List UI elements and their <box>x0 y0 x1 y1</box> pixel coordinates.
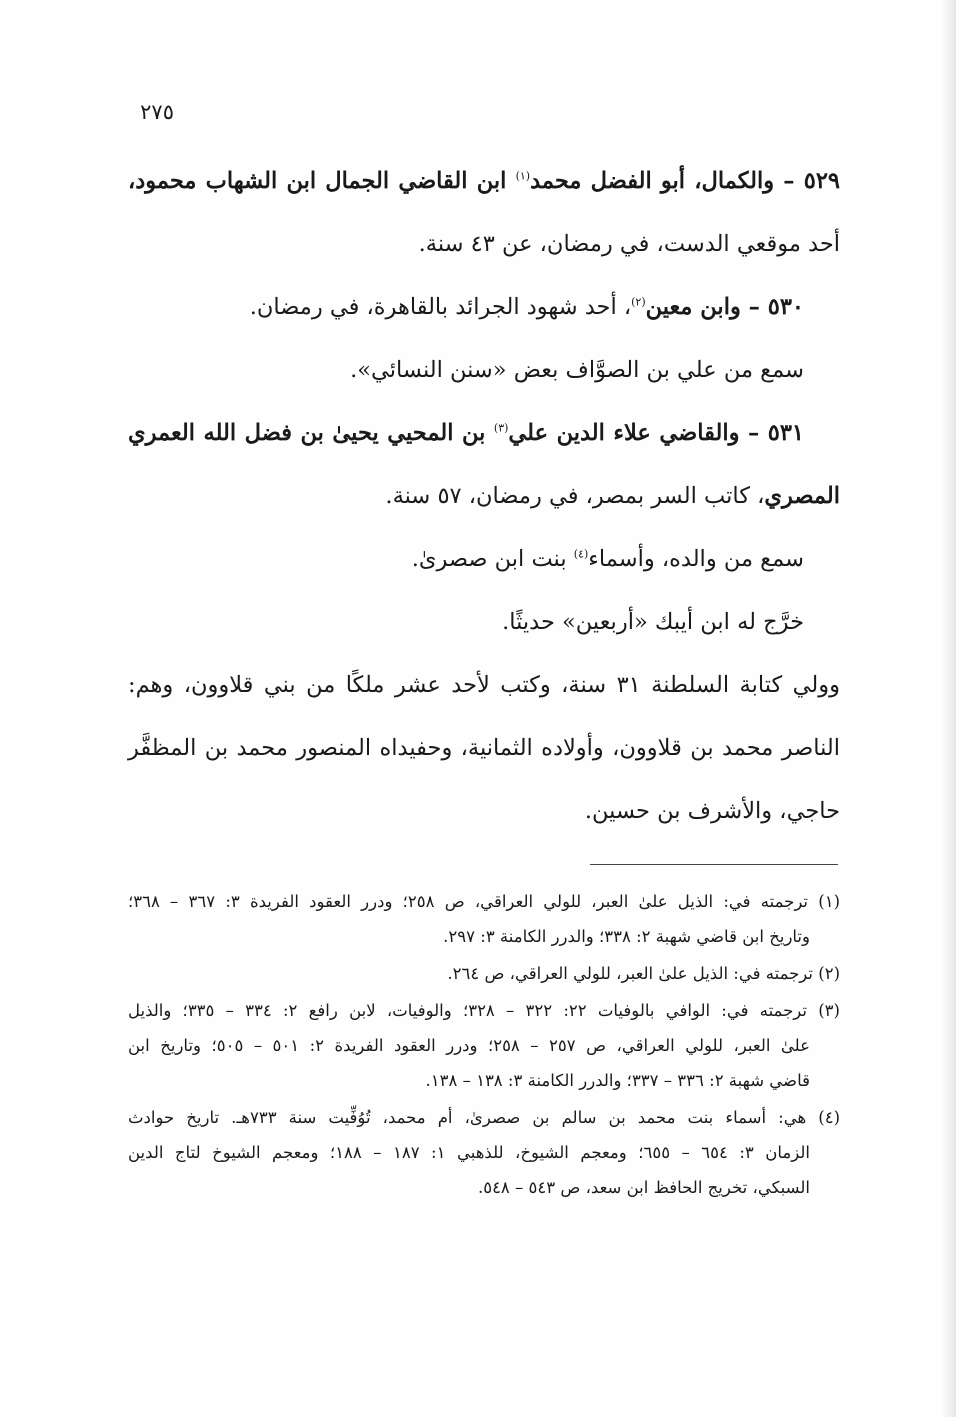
entry-531-line-7: حاجي، والأشرف بن حسين. <box>584 798 840 824</box>
entry-531-line-3-b: بنت ابن صصرىٰ. <box>411 546 574 572</box>
footnote-3-line-2: علىٰ العبر، للولي العراقي، ص ٢٥٧ – ٢٥٨؛ ودرر العقود الفريدة ٢: ٥٠١ – ٥٠٥؛ وتاريخ ابن <box>128 1036 810 1055</box>
footnote-3 <box>128 994 840 1099</box>
entry-531-line-6: الناصر محمد بن قلاوون، وأولاده الثمانية، وحفيداه المنصور محمد بن المظفَّر <box>128 735 840 761</box>
footnote-4 <box>128 1101 840 1206</box>
entry-530-title: وابن معين <box>645 294 741 320</box>
footnote-4-line-1: (٤) هي: أسماء بنت محمد بن سالم بن صصرىٰ، أم محمد، تُوُفِّيت سنة ٧٣٣هـ. تاريخ حوادث <box>128 1108 841 1127</box>
footnote-separator <box>590 864 838 865</box>
entry-531-line-1 <box>128 402 840 465</box>
footnote-3-line-1: (٣) ترجمته في: الوافي بالوفيات ٢٢: ٣٢٢ – ٣٢٨؛ والوفيات، لابن رافع ٢: ٣٣٤ – ٣٣٥؛ والذيل <box>128 1001 840 1020</box>
entry-530-line-2: سمع من علي بن الصوَّاف بعض «سنن النسائي». <box>350 357 804 383</box>
entry-530-rest: ، أحد شهود الجرائد بالقاهرة، في رمضان. <box>249 294 632 320</box>
entry-531-line-3 <box>128 528 840 591</box>
footnote-3-line-3: قاضي شهبة ٢: ٣٣٦ – ٣٣٧؛ والدرر الكامنة ٣: ١٣٨ – ١٣٨. <box>425 1071 810 1090</box>
entry-529-line-2: أحد موقعي الدست، في رمضان، عن ٤٣ سنة. <box>418 231 840 257</box>
entry-531-line-5: وولي كتابة السلطنة ٣١ سنة، وكتب لأحد عشر ملكًا من بني قلاوون، وهم: <box>128 672 840 698</box>
entry-531-nisba: المصري <box>764 483 840 509</box>
footnote-1-line-2: وتاريخ ابن قاضي شهبة ٢: ٣٣٨؛ والدرر الكامنة ٣: ٢٩٧. <box>443 927 810 946</box>
entry-531-line-2-rest: ، كاتب السر بمصر، في رمضان، ٥٧ سنة. <box>385 483 765 509</box>
entry-531-line-2 <box>128 465 840 528</box>
entry-529-title: والكمال، أبو الفضل محمد <box>530 168 775 194</box>
footnote-ref-3[interactable]: (٣) <box>493 421 509 435</box>
entry-531-number: ٥٣١ – <box>739 420 805 446</box>
footnotes <box>128 885 840 1208</box>
footnote-2 <box>128 957 840 992</box>
footnote-4-line-2: الزمان ٣: ٦٥٤ – ٦٥٥؛ ومعجم الشيوخ، للذهبي ١: ١٨٧ – ١٨٨؛ ومعجم الشيوخ لتاج الدين <box>128 1143 810 1162</box>
main-text <box>128 150 840 843</box>
entry-529-title-cont: ابن القاضي الجمال ابن الشهاب محمود، <box>128 168 516 194</box>
footnote-4-line-3: السبكي، تخريج الحافظ ابن سعد، ص ٥٤٣ – ٥٤٨. <box>477 1178 810 1197</box>
entry-529-number: ٥٢٩ – <box>774 168 840 194</box>
entry-531-title: والقاضي علاء الدين علي <box>508 420 740 446</box>
footnote-ref-2[interactable]: (٢) <box>631 295 646 309</box>
entry-531-line-3-a: سمع من والده، وأسماء <box>588 546 804 572</box>
footnote-1-line-1: (١) ترجمته في: الذيل علىٰ العبر، للولي العراقي، ص ٢٥٨؛ ودرر العقود الفريدة ٣: ٣٦٧ – ٣٦٨؛ <box>128 892 840 911</box>
footnote-2-line-1: (٢) ترجمته في: الذيل علىٰ العبر، للولي العراقي، ص ٢٦٤. <box>447 964 840 983</box>
footnote-1 <box>128 885 840 955</box>
page-number: ٢٧٥ <box>140 100 174 124</box>
entry-531-title-cont: بن المحيي يحيىٰ بن فضل الله العمري <box>128 420 494 446</box>
footnote-ref-1[interactable]: (١) <box>515 169 531 183</box>
entry-530-number: ٥٣٠ – <box>740 294 804 320</box>
page-edge-shadow <box>940 0 956 1417</box>
entry-531-line-4: خرَّج له ابن أيبك «أربعين» حديثًا. <box>502 609 804 635</box>
footnote-ref-4[interactable]: (٤) <box>573 547 589 561</box>
entry-529-line-1 <box>128 150 840 213</box>
entry-530-line-1 <box>128 276 840 339</box>
